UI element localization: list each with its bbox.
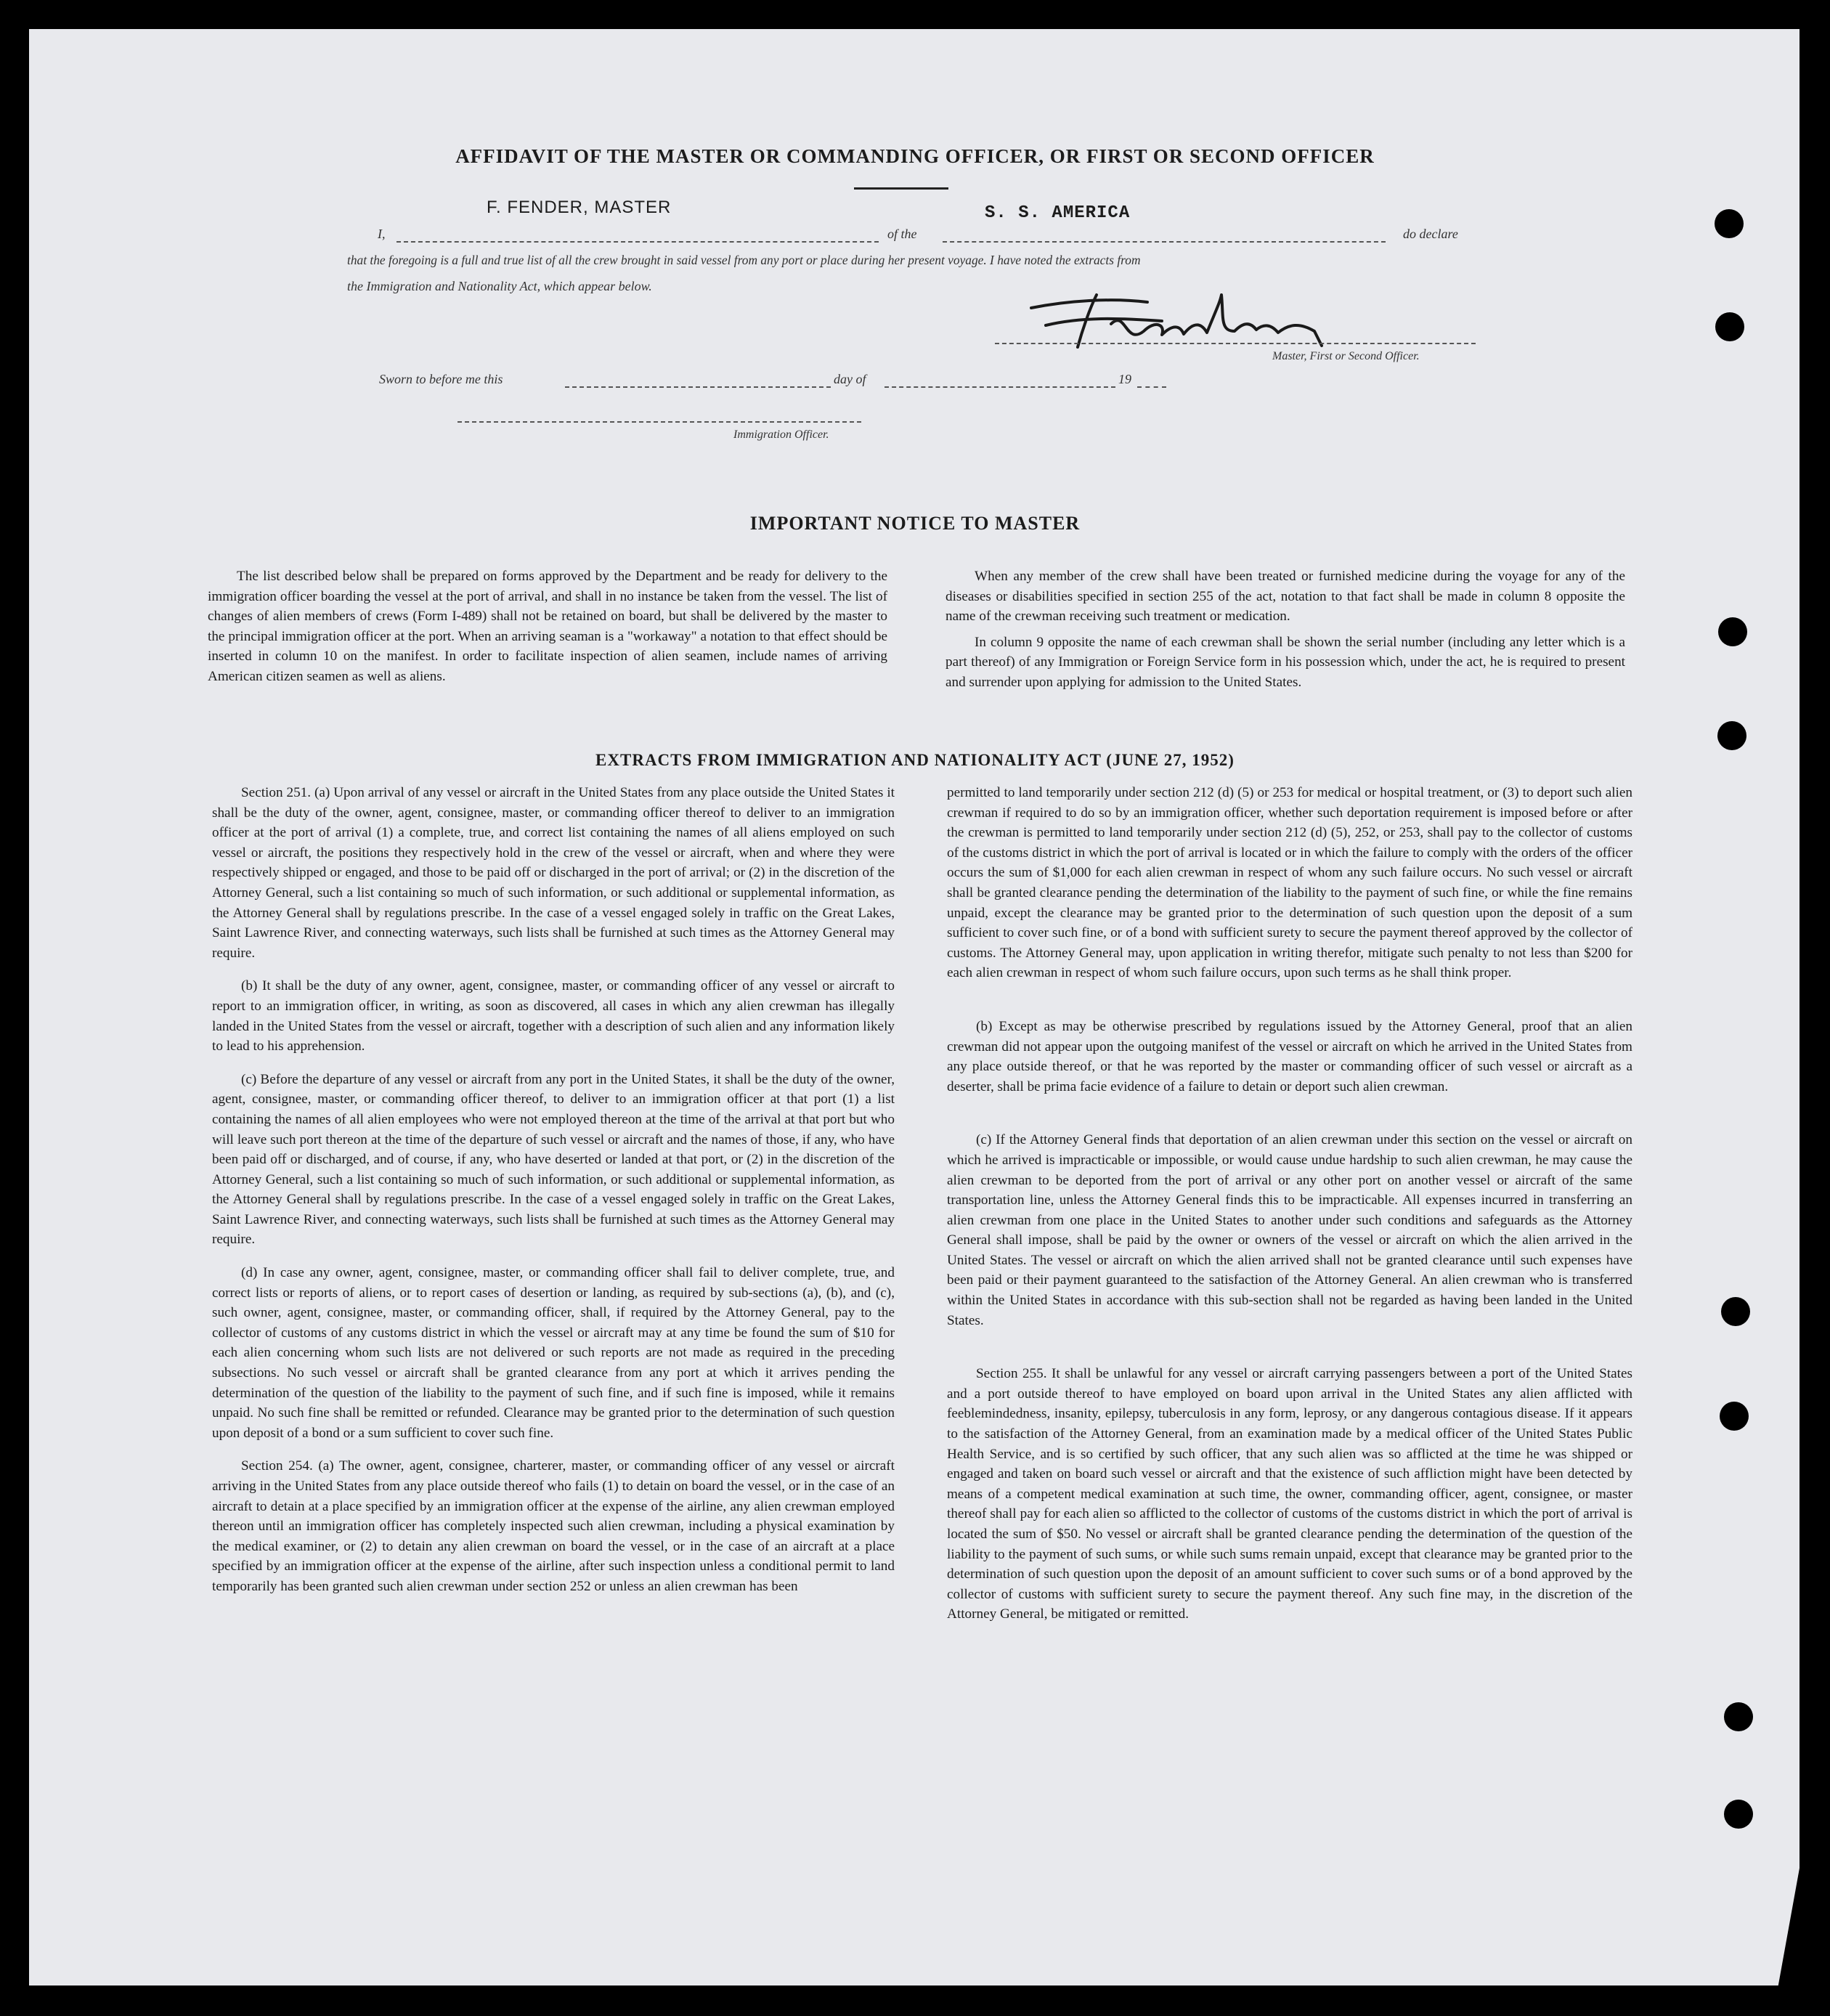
notice-title: IMPORTANT NOTICE TO MASTER [749,513,1081,534]
officer-caption: Immigration Officer. [733,428,829,441]
punch-hole [1718,617,1747,646]
do-declare-label: do declare [1403,227,1458,241]
officer-line [458,421,861,423]
section-251-c: (c) Before the departure of any vessel or aircraft from any port in the United States, it shall be the duty of the owner, agent, consignee, master, or commanding officer thereof, to deliver to an immigration officer at that port (1) a list containing the names of all alien employees who were not employed thereon at the time of the arrival at that port but who will leave such port thereon at the time of the departure of such vessel or aircraft and the names of those, if any, who have been paid off or discharged, and of course, if any, who have deserted or landed at that port, or (2) in the discretion of the Attorney General, such a list containing so much of such information, or such additional or supplemental information, as the Attorney General shall by regulations prescribe. In the case of a vessel engaged solely in traffic on the Great Lakes, Saint Lawrence River, and connecting waterways, such lists shall be furnished at such times as the Attorney General may require. [212,1071,895,1248]
affidavit-title: AFFIDAVIT OF THE MASTER OR COMMANDING OFFICER, OR FIRST OR SECOND OFFICER [455,145,1375,167]
punch-hole [1715,312,1744,341]
signature-line [995,343,1476,344]
punch-hole [1724,1702,1753,1731]
vessel-line [943,241,1386,243]
signature-caption: Master, First or Second Officer. [1272,350,1420,362]
signature [1017,280,1329,353]
section-254-a: Section 254. (a) The owner, agent, consignee, charterer, master, or commanding officer of any vessel or aircraft arriving in the United States from any place outside thereof who fails (1) to detain on board the vessel, or in the case of an aircraft to detain at a place specified by an immigration officer at the expense of the airline, any alien crewman employed thereon until an immigration officer has completely inspected such alien crewman, including a physical examination by the medical examiner, or (2) to detain any alien crewman on board the vessel, or in the case of an aircraft at a place specified by an immigration officer at the expense of the airline, after such inspection unless a conditional permit to land temporarily has been granted such alien crewman under section 252 or unless an alien crewman has been [212,1458,895,1594]
notice-left-text: The list described below shall be prepared on forms approved by the Department and be ready for delivery to the immigration officer boarding the vessel at the port of arrival, and shall in no instance be taken from the vessel. The list of changes of alien members of crews (Form I-489) shall not be retained on board, but shall be delivered by the master to the principal immigration officer at the port. When an arriving seaman is a "workaway" a notation to that effect should be inserted in column 10 on the manifest. In order to facilitate inspection of alien seamen, include names of arriving American citizen seamen as well as aliens. [208,569,887,684]
section-254-b: (b) Except as may be otherwise prescribed by regulations issued by the Attorney General, proof that an alien crewman did not appear upon the outgoing manifest of the vessel or aircraft on which he arrived in the United States from any place outside thereof, or that he was reported by the master or commanding officer of such vessel or aircraft as a deserter, shall be prima facie evidence of a failure to detain or deport such alien crewman. [947,1018,1632,1094]
name-line [396,241,879,243]
notice-right-text-1: When any member of the crew shall have been treated or furnished medicine during the voyage for any of the diseases or disabilities specified in section 255 of the act, notation to that fact shall be made in column 8 opposite the name of the crewman receiving such treatment or medication. [946,569,1625,625]
extracts-title: EXTRACTS FROM IMMIGRATION AND NATIONALITY ACT (JUNE 27, 1952) [595,751,1235,769]
section-251-b: (b) It shall be the duty of any owner, agent, consignee, master, or commanding officer of any vessel or aircraft to report to an immigration officer, in writing, as soon as discovered, all cases in which any alien crewman has illegally landed in the United States from the vessel or aircraft, together with a description of such alien and any information likely to lead to his apprehension. [212,978,895,1054]
punch-hole [1721,1297,1750,1326]
sworn-label: Sworn to before me this [379,372,503,386]
section-251-a: Section 251. (a) Upon arrival of any vessel or aircraft in the United States from any place outside the United States it shall be the duty of the owner, agent, consignee, master, or commanding officer thereof to deliver to an immigration officer at the port of arrival (1) a complete, true, and correct list containing the names of all aliens employed on such vessel or aircraft, the positions they respectively hold in the crew of the vessel or aircraft, when and where they were respectively shipped or engaged, and those to be paid off or discharged in the port of arrival; or (2) in the discretion of the Attorney General, such a list containing so much of such information, or such additional or supplemental information, as the Attorney General shall by regulations prescribe. In the case of a vessel engaged solely in traffic on the Great Lakes, Saint Lawrence River, and connecting waterways, such lists shall be furnished at such times as the Attorney General may require. [212,785,895,961]
sworn-line [565,386,831,388]
vessel-name[interactable]: S. S. AMERICA [985,203,1131,223]
punch-hole [1720,1402,1749,1431]
notice-right-text-2: In column 9 opposite the name of each crewman shall be shown the serial number (including any letter which is a part thereof) of any Immigration or Foreign Service form in his possession which, under the act, he is required to present and surrender upon applying for admission to the United States. [946,634,1625,690]
punch-hole [1724,1800,1753,1829]
month-line [884,386,1115,388]
section-255: Section 255. It shall be unlawful for any vessel or aircraft carrying passengers between a port of the United States and a port outside thereof to have employed on board upon arrival in the United States any alien afflicted with feeblemindedness, insanity, epilepsy, tuberculosis in any form, leprosy, or any dangerous contagious disease. If it appears to the satisfaction of the Attorney General, from an examination made by a medical officer of the United States Public Health Service, and is so certified by such officer, that any such alien was so afflicted at the time he was shipped or engaged and taken on board such vessel or aircraft and that the existence of such affliction might have been detected by means of a competent medical examination at such time, the owner, commanding officer, agent, consignee, or master thereof shall pay for each alien so afflicted to the collector of customs of the customs district in which the port of arrival is located the sum of $50. No vessel or aircraft shall be granted clearance pending the determination of the question of the liability to the payment of such sums, or while such sums remain unpaid, except that clearance may be granted prior to the determination of such question upon the deposit of an amount sufficient to cover such sums or of a bond approved by the collector of customs with sufficient surety to secure the payment thereof. Any such fine may, in the discretion of the Attorney General, be mitigated or remitted. [947,1366,1632,1622]
year-label: 19 [1118,372,1131,386]
section-251-d: (d) In case any owner, agent, consignee, master, or commanding officer shall fail to deliver complete, true, and correct lists or reports of aliens, or to report cases of desertion or landing, as required by sub-sections (a), (b), and (c), such owner, agent, consignee, master, or commanding officer, shall, if required by the Attorney General, pay to the collector of customs of any customs district in which the vessel or aircraft may at any time be found the sum of $10 for each alien concerning whom such lists are not delivered or such reports are not made as required in the preceding subsections. No such vessel or aircraft shall be granted clearance from any port at which it arrives pending the determination of the question of the liability to the payment of such fine, and if such fine is imposed, while it remains unpaid. No such fine shall be remitted or refunded. Clearance may be granted prior to the determination of such question upon deposit of a bond or a sum sufficient to cover such fine. [212,1265,895,1441]
section-254-a-continued: permitted to land temporarily under section 212 (d) (5) or 253 for medical or hospital treatment, or (3) to deport such alien crewman if required to do so by an immigration officer, whether such deportation requirement is imposed before or after the crewman is permitted to land temporarily under section 212 (d) (5), 252, or 253, shall pay to the collector of customs of the customs district in which the port of arrival is located or in which the failure to comply with the orders of the officer occurs the sum of $1,000 for each alien crewman in respect of whom any such failure occurs. No such vessel or aircraft shall be granted clearance pending the determination of the liability to the payment of such fine, or while the fine remains unpaid, except the clearance may be granted prior to the determination of such question upon the deposit of a sum sufficient to cover such fine, or of a bond with sufficient surety to secure the payment thereof approved by the collector of customs. The Attorney General may, upon application in writing therefor, mitigate such penalty to not less than $200 for each alien crewman in respect of whom such failure occurs, upon such terms as he shall think proper. [947,785,1632,981]
section-254-c: (c) If the Attorney General finds that deportation of an alien crewman under this section on the vessel or aircraft on which he arrived is impracticable or impossible, or would cause undue hardship to such alien crewman, he may cause the alien crewman to be deported from the port of arrival or any other port on another vessel or aircraft of the same transportation line, unless the Attorney General finds this to be impracticable. All expenses incurred in transferring an alien crewman from one place in the United States to another under such conditions and safeguards as the Attorney General shall impose, shall be paid by the owner or owners of the vessel or aircraft on which the alien arrived in the United States. The vessel or aircraft on which the alien arrived shall not be granted clearance until such expenses have been paid or their payment guaranteed to the satisfaction of the Attorney General. An alien crewman who is transferred within the United States in accordance with this sub-section shall not be regarded as having been landed in the United States. [947,1132,1632,1328]
affidavit-line-2: that the foregoing is a full and true list of all the crew brought in said vessel from any port or place during her present voyage. I have noted the extracts from [347,253,1141,267]
punch-hole [1717,721,1746,750]
master-name[interactable]: F. FENDER, MASTER [487,198,672,217]
extracts-left-column [212,783,895,1610]
extracts-right-column [947,783,1632,1638]
title-rule [854,187,948,190]
name-prefix: I, [378,227,386,241]
punch-hole [1715,209,1744,238]
of-the-label: of the [887,227,917,241]
notice-right-column [946,566,1625,706]
year-line [1137,386,1166,388]
day-of-label: day of [834,372,866,386]
affidavit-line-3: the Immigration and Nationality Act, which appear below. [347,279,652,293]
notice-left-column [208,566,887,700]
